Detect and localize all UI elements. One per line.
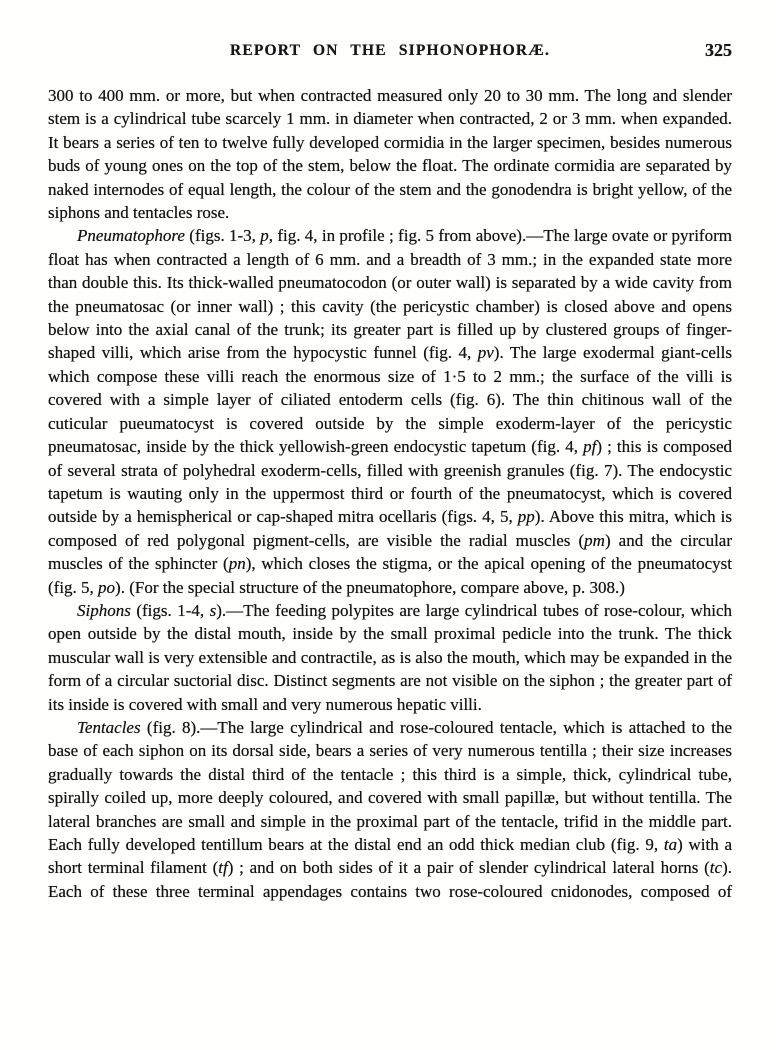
italic-text-segment: Pneumatophore xyxy=(77,226,185,246)
text-segment: (figs. 1-4, xyxy=(130,600,210,620)
text-segment: (fig. 8).—The large cylindrical and rose-coloured tentacle, which is attached to the base of each siphon on its dorsal side, bears a series of very numerous tentilla ; their size increases gradually towards the distal third of the tentacle ; this third is a simple, thick, cylindrical tube, spirally coiled up, more deeply coloured, and covered with small papillæ, but without tentilla. The lateral branches are small and simple in the proximal part of the tentacle, trifid in the middle part. Each fully developed tentillum bears at the distal end an odd thick median club (fig. 9, xyxy=(48,717,732,854)
text-segment: ).—The feeding polypites are large cylindrical tubes of rose-colour, which open outside by the distal mouth, inside by the small proximal pedicle into the trunk. The thick muscular wall is very extensible and contractile, as is also the mouth, which may be expanded in the form of a circular suctorial disc. Distinct segments are not visible on the siphon ; the greater part of its inside is covered with small and very numerous hepatic villi. xyxy=(48,600,732,714)
paragraph xyxy=(48,716,732,903)
paragraph xyxy=(48,224,732,599)
text-segment: 300 to 400 mm. or more, but when contracted measured only 20 to 30 mm. The long and slender stem is a cylindrical tube scarcely 1 mm. in diameter when contracted, 2 or 3 mm. when expanded. It bears a series of ten to twelve fully developed cormidia in the larger specimen, besides numerous buds of young ones on the top of the stem, below the float. The ordinate cormidia are separated by naked internodes of equal length, the colour of the stem and the gonodendra is bright yellow, of the siphons and tentacles rose. xyxy=(48,86,732,223)
page-header xyxy=(48,42,732,66)
italic-text-segment: pp xyxy=(517,507,535,527)
italic-text-segment: pf xyxy=(583,437,597,457)
text-segment: ), which closes the stigma, or the apical opening of the pneumatocyst (fig. 5, xyxy=(48,554,732,597)
italic-text-segment: ta xyxy=(663,835,678,854)
text-segment: ) ; this is composed of several strata of polyhedral exoderm-cells, filled with greenish granules (fig. 7). The endocystic tapetum is wauting only in the uppermost third or fourth of the pneumatocyst, which is covered outside by a hemispherical or cap-shaped mitra ocellaris (figs. 4, 5, xyxy=(48,437,733,527)
paragraph xyxy=(48,599,732,716)
text-segment: ) with a short terminal filament ( xyxy=(48,835,732,878)
italic-text-segment: pv xyxy=(477,343,494,363)
text-segment: (figs. 1-3, xyxy=(184,226,261,246)
italic-text-segment: Tentacles xyxy=(77,717,141,737)
italic-text-segment: s xyxy=(209,600,217,620)
italic-text-segment: Siphons xyxy=(77,600,131,620)
text-segment: ). Each of these three terminal appendages contains two rose-coloured cnidonodes, composed of xyxy=(48,858,732,901)
running-title: REPORT ON THE SIPHONOPHORÆ. xyxy=(229,42,551,59)
italic-text-segment: po xyxy=(98,577,116,597)
page-number: 325 xyxy=(705,40,732,60)
text-segment: , fig. 4, in profile ; fig. 5 from above).—The large ovate or pyriform float has when contracted a length of 6 mm. and a breadth of 3 mm.; in the expanded state more than double this. Its thick-walled pneumatocodon (or outer wall) is separated by a wide cavity from the pneumatosac (or inner wall) ; this cavity (the pericystic chamber) is closed above and opens below into the axial canal of the trunk; its greater part is filled up by clustered groups of finger-shaped villi, which arise from the hypocystic funnel (fig. 4, xyxy=(48,226,732,363)
text-segment: ) and the circular muscles of the sphincter ( xyxy=(48,530,732,574)
text-segment: ). The large exodermal giant-cells which compose these villi reach the enormous size of 1·5 to 2 mm.; the surface of the villi is covered with a simple layer of ciliated entoderm cells (fig. 6). The thin chitinous wall of the cuticular pueumatocyst is covered outside by the simple exoderm-layer of the pericystic pneumatosac, inside by the thick yellowish-green endocystic tapetum (fig. 4, xyxy=(48,343,732,457)
italic-text-segment: p xyxy=(260,226,269,246)
text-block xyxy=(48,84,732,903)
text-segment: ) ; and on both sides of it a pair of slender cylindrical lateral horns ( xyxy=(227,858,710,878)
italic-text-segment: pn xyxy=(228,554,246,574)
italic-text-segment: tc xyxy=(709,858,723,878)
italic-text-segment: pm xyxy=(584,530,605,550)
italic-text-segment: tf xyxy=(218,858,228,878)
paragraph xyxy=(48,84,732,224)
text-segment: ). (For the special structure of the pneumatophore, compare above, p. 308.) xyxy=(115,577,625,597)
text-segment: ). Above this mitra, which is composed of red polygonal pigment-cells, are visible the radial muscles ( xyxy=(48,507,733,550)
